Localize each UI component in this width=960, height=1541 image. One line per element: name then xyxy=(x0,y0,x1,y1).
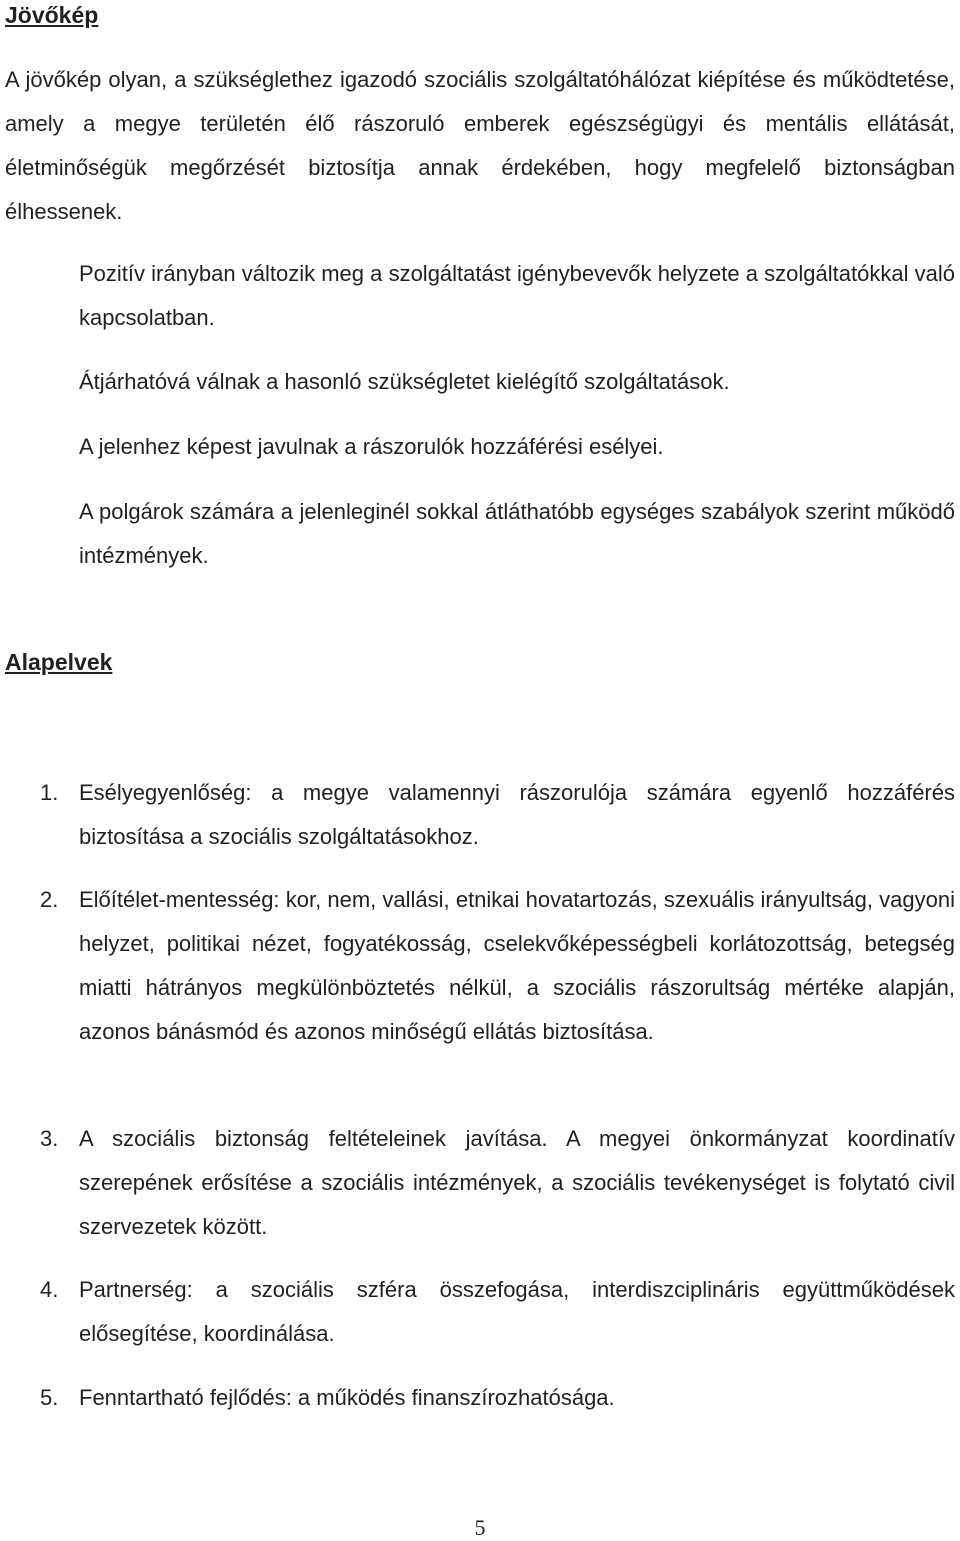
vision-intro-paragraph: A jövőkép olyan, a szükséglethez igazodó szociális szolgáltatóhálózat kiépítése és működtetése, amely a megye területén élő rászoruló emberek egészségügyi és mentális ellátását, életminőségük megőrzését biztosítja annak érdekében, hogy megfelelő biztonságban élhessenek. xyxy=(5,67,955,224)
principle-list-item xyxy=(40,771,955,859)
list-item-number: 4. xyxy=(40,1277,59,1302)
principle-list-item xyxy=(40,1117,955,1249)
list-item-number: 3. xyxy=(40,1126,59,1151)
list-item-text: Esélyegyenlőség: a megye valamennyi rászorulója számára egyenlő hozzáférés biztosítása a szociális szolgáltatásokhoz. xyxy=(79,780,955,849)
vision-statement: A jelenhez képest javulnak a rászorulók hozzáférési esélyei. xyxy=(79,434,664,459)
list-item-text: Partnerség: a szociális szféra összefogása, interdiszciplináris együttműködések elősegítése, koordinálása. xyxy=(79,1277,955,1346)
list-item-text: Előítélet-mentesség: kor, nem, vallási, etnikai hovatartozás, szexuális irányultság, vagyoni helyzet, politikai nézet, fogyatékosság, cselekvőképességbeli korlátozottság, betegség miatti hátrányos megkülönböztetés nélkül, a szociális rászorultság mértéke alapján, azonos bánásmód és azonos minőségű ellátás biztosítása. xyxy=(79,887,955,1044)
list-item-number: 2. xyxy=(40,887,59,912)
vision-statement: A polgárok számára a jelenleginél sokkal átláthatóbb egységes szabályok szerint működő intézmények. xyxy=(79,499,955,568)
list-item-number: 5. xyxy=(40,1385,59,1410)
vision-statement: Átjárhatóvá válnak a hasonló szükségletet kielégítő szolgáltatások. xyxy=(79,369,730,394)
list-item-number: 1. xyxy=(40,780,59,805)
principle-list-item xyxy=(40,1268,955,1356)
principle-list-item xyxy=(40,878,955,1054)
list-item-text: A szociális biztonság feltételeinek javítása. A megyei önkormányzat koordinatív szerepének erősítése a szociális intézmények, a szociális tevékenységet is folytató civil szervezetek között. xyxy=(79,1126,955,1239)
principle-list-item xyxy=(40,1376,955,1420)
section-heading-vision: Jövőkép xyxy=(5,2,99,28)
section-heading-principles: Alapelvek xyxy=(5,649,113,675)
vision-statement: Pozitív irányban változik meg a szolgáltatást igénybevevők helyzete a szolgáltatókkal való kapcsolatban. xyxy=(79,261,955,330)
page-number: 5 xyxy=(474,1515,486,1540)
list-item-text: Fenntartható fejlődés: a működés finanszírozhatósága. xyxy=(79,1385,615,1410)
